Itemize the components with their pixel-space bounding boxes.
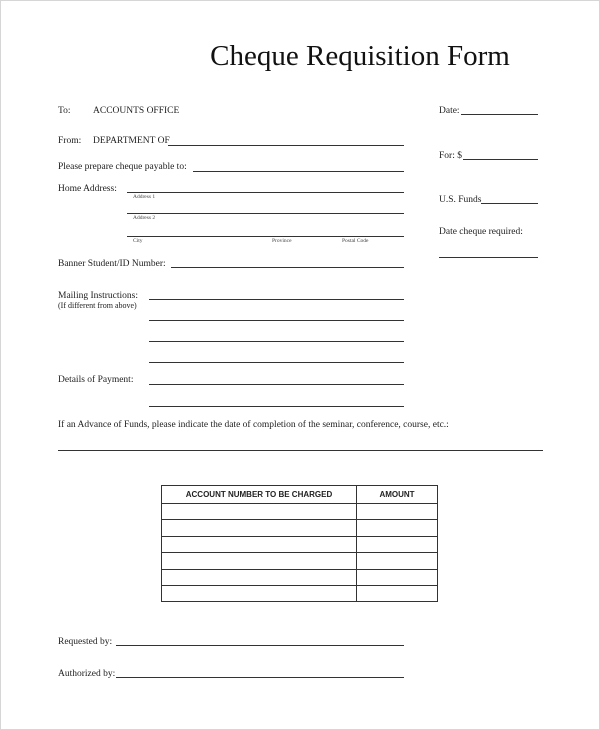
date-required-label: Date cheque required: — [439, 227, 523, 237]
advance-text: If an Advance of Funds, please indicate the date of completion of the seminar, conference, course, etc.: — [58, 420, 449, 430]
mailing-line-3[interactable] — [149, 341, 404, 342]
mailing-line-4[interactable] — [149, 362, 404, 363]
from-field[interactable] — [168, 145, 404, 146]
payable-label: Please prepare cheque payable to: — [58, 162, 187, 172]
amount-cell[interactable] — [357, 553, 438, 569]
home-address-label: Home Address: — [58, 184, 117, 194]
mailing-line-2[interactable] — [149, 320, 404, 321]
mailing-line-1[interactable] — [149, 299, 404, 300]
table-header-row — [162, 486, 438, 504]
amount-cell[interactable] — [357, 520, 438, 536]
address1-hint: Address 1 — [133, 194, 156, 200]
to-value: ACCOUNTS OFFICE — [93, 106, 180, 116]
funds-label: U.S. Funds — [439, 195, 482, 205]
funds-field[interactable] — [481, 203, 538, 204]
from-value: DEPARTMENT OF — [93, 136, 170, 146]
page-title: Cheque Requisition Form — [210, 40, 510, 72]
authorized-by-field[interactable] — [116, 677, 404, 678]
amount-header: AMOUNT — [357, 486, 438, 504]
amount-cell[interactable] — [357, 536, 438, 552]
banner-field[interactable] — [171, 267, 404, 268]
date-label: Date: — [439, 106, 460, 116]
date-required-field[interactable] — [439, 257, 538, 258]
account-cell[interactable] — [162, 520, 357, 536]
table-row — [162, 553, 438, 569]
payable-field[interactable] — [193, 171, 404, 172]
table-row — [162, 569, 438, 585]
table-row — [162, 504, 438, 520]
province-hint: Province — [272, 238, 292, 244]
requested-by-label: Requested by: — [58, 637, 113, 647]
advance-field[interactable] — [58, 450, 543, 451]
details-label: Details of Payment: — [58, 375, 134, 385]
for-label: For: $ — [439, 151, 462, 161]
account-cell[interactable] — [162, 536, 357, 552]
address2-field[interactable] — [127, 213, 404, 214]
account-cell[interactable] — [162, 504, 357, 520]
banner-label: Banner Student/ID Number: — [58, 259, 166, 269]
account-table — [161, 485, 438, 602]
details-line-1[interactable] — [149, 384, 404, 385]
amount-field[interactable] — [463, 159, 538, 160]
from-label: From: — [58, 136, 82, 146]
postal-hint: Postal Code — [342, 238, 369, 244]
amount-cell[interactable] — [357, 585, 438, 601]
details-line-2[interactable] — [149, 406, 404, 407]
to-label: To: — [58, 106, 71, 116]
address1-field[interactable] — [127, 192, 404, 193]
account-cell[interactable] — [162, 569, 357, 585]
city-hint: City — [133, 238, 143, 244]
amount-cell[interactable] — [357, 569, 438, 585]
mailing-sub-label: (If different from above) — [58, 301, 137, 310]
address2-hint: Address 2 — [133, 215, 156, 221]
requested-by-field[interactable] — [116, 645, 404, 646]
city-province-postal-field[interactable] — [127, 236, 404, 237]
table-row — [162, 520, 438, 536]
amount-cell[interactable] — [357, 504, 438, 520]
account-number-header: ACCOUNT NUMBER TO BE CHARGED — [162, 486, 357, 504]
table-row — [162, 585, 438, 601]
authorized-by-label: Authorized by: — [58, 669, 116, 679]
account-cell[interactable] — [162, 585, 357, 601]
table-row — [162, 536, 438, 552]
date-field[interactable] — [461, 114, 538, 115]
mailing-label: Mailing Instructions: — [58, 291, 138, 301]
account-cell[interactable] — [162, 553, 357, 569]
